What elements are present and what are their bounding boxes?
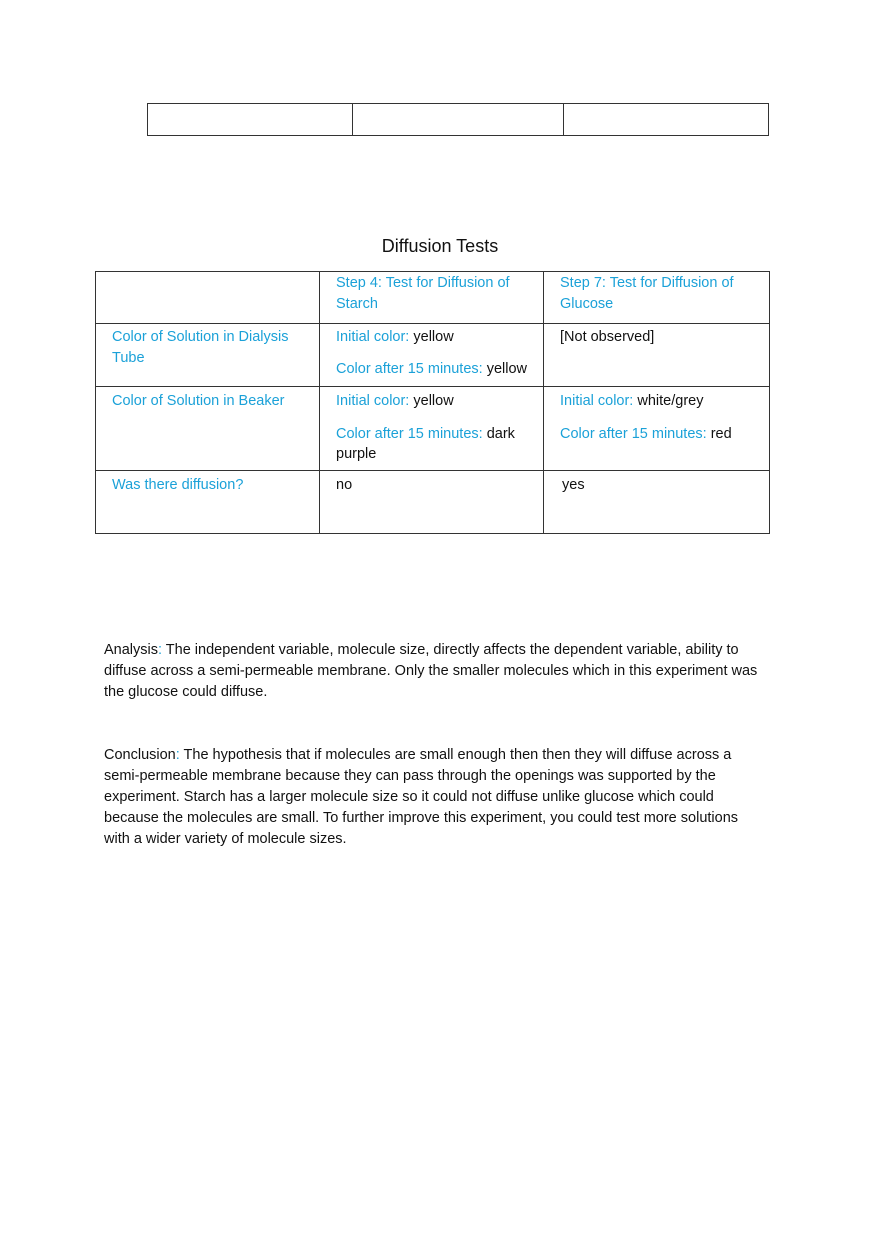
table-cell <box>564 104 769 136</box>
table-cell <box>353 104 564 136</box>
conclusion-text: The hypothesis that if molecules are small enough then then they will diffuse across a semi-permeable membrane because they can pass through the openings was supported by the experiment. Starch has a larger molecule size so it could not diffuse unlike glucose which could because the molecules are small. To further improve this experiment, you could test more solutions with a wider variety of molecule sizes. <box>104 747 739 847</box>
table-cell <box>320 324 544 387</box>
table-cell: yes <box>544 471 770 534</box>
section-title: Diffusion Tests <box>381 236 499 256</box>
table-cell <box>148 104 353 136</box>
conclusion-colon: : <box>175 747 180 763</box>
table-header-row <box>96 272 770 324</box>
row-label-diffusion: Was there diffusion? <box>96 471 320 534</box>
table-cell: [Not observed] <box>544 324 770 387</box>
empty-top-table <box>147 103 769 136</box>
initial-color-label: Initial color: <box>336 329 414 345</box>
initial-color-label: Initial color: <box>560 393 638 409</box>
table-row <box>148 104 769 136</box>
table-row <box>96 387 770 471</box>
after-color-value: red <box>710 425 732 442</box>
after-color-value: yellow <box>486 360 528 377</box>
initial-color-value: yellow <box>413 393 454 409</box>
row-label-dialysis-tube: Color of Solution in Dialysis Tube <box>96 324 320 387</box>
table-row <box>96 471 770 534</box>
conclusion-label: Conclusion <box>104 747 176 763</box>
analysis-label: Analysis <box>104 642 158 658</box>
after-color-label: Color after 15 minutes: <box>336 360 487 377</box>
row-label-beaker: Color of Solution in Beaker <box>96 387 320 471</box>
initial-color-value: yellow <box>413 329 454 345</box>
analysis-colon: : <box>158 642 163 658</box>
column-header-starch: Step 4: Test for Diffusion of Starch <box>320 272 544 324</box>
diffusion-tests-table <box>95 271 770 534</box>
table-cell <box>544 387 770 471</box>
table-cell: no <box>320 471 544 534</box>
table-row <box>96 324 770 387</box>
column-header-glucose: Step 7: Test for Diffusion of Glucose <box>544 272 770 324</box>
initial-color-label: Initial color: <box>336 393 414 409</box>
analysis-paragraph <box>104 640 764 703</box>
table-corner-cell <box>96 272 320 324</box>
table-cell <box>320 387 544 471</box>
analysis-text: The independent variable, molecule size, directly affects the dependent variable, ability to diffuse across a semi-permeable membrane. Only the smaller molecules which in this experiment was the glucose could diffuse. <box>104 642 758 700</box>
after-color-value: dark purple <box>336 425 515 462</box>
after-color-label: Color after 15 minutes: <box>560 425 711 442</box>
initial-color-value: white/grey <box>637 393 704 409</box>
after-color-label: Color after 15 minutes: <box>336 425 487 442</box>
conclusion-paragraph <box>104 745 764 850</box>
